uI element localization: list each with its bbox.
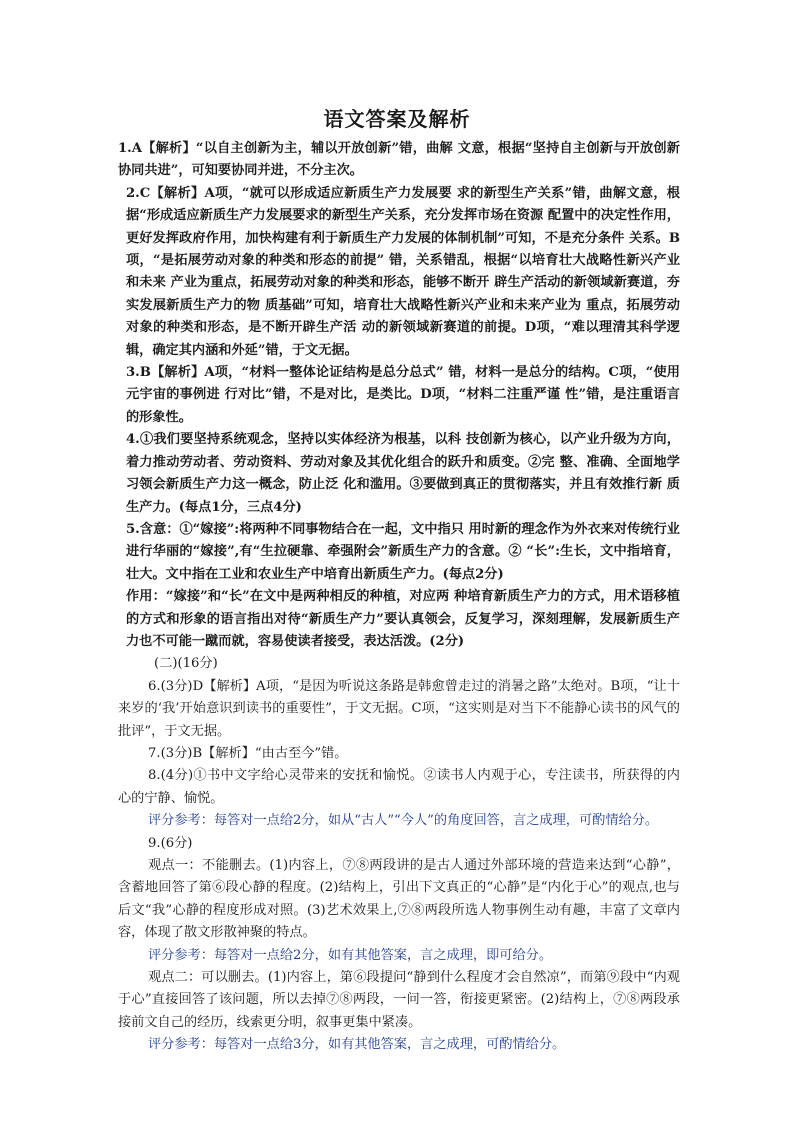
scoring-note-q8: 评分参考：每答对一点给2分，如从“古人”“今人”的角度回答，言之成理，可酌情给分。 <box>148 813 659 829</box>
answer-paragraph-q9-view2: 观点二：可以删去。(1)内容上，第⑥段提问“静到什么程度才会自然凉”，而第⑨段中“内观于心”直接回答了该问题，所以去掉⑦⑧两段，一问一答，衔接更紧密。(2)结构上，⑦⑧两段承接前文自己的经历，线索更分明，叙事更集中紧凑。 <box>118 970 680 1030</box>
answer-content <box>118 138 680 1057</box>
answer-paragraph-q3: 3.B【解析】A项，“材料一整体论证结构是总分总式” 错，材料一是总分的结构。C项，“使用元宇宙的事例进 行对比”错，不是对比，是类比。D项，“材料二注重严谨 性”错，是注重语言的形象性。 <box>126 365 680 425</box>
answer-paragraph-q5: 5.含意：①“嫁接”:将两种不同事物结合在一起，文中指只 用时新的理念作为外衣来对传统行业进行华丽的“嫁接”,有“生拉硬靠、牵强附会”新质生产力的含意。② “长”:生长，文中指培育，壮大。文中指在工业和农业生产中培育出新质生产力。(每点2分) <box>126 521 680 582</box>
answer-paragraph-q8: 8.(4分)①书中文字给心灵带来的安抚和愉悦。②读书人内观于心，专注读书，所获得的内心的宁静、愉悦。 <box>118 768 680 806</box>
section-heading-two: (二)(16分) <box>154 656 218 672</box>
answer-paragraph-q5-effect: 作用：“嫁接”和“长”在文中是两种相反的种植，对应两 种培育新质生产力的方式，用术语移植的方式和形象的语言指出对待“新质生产力”要认真领会，反复学习，深刻理解，发展新质生产力也不可能一蹴而就，容易使读者接受，表达活泼。(2分) <box>126 589 680 649</box>
answer-paragraph-q2: 2.C【解析】A项，“就可以形成适应新质生产力发展要 求的新型生产关系”错，曲解文意，根据“形成适应新质生产力发展要求的新型生产关系，充分发挥市场在资源 配置中的决定性作用，更好发挥政府作用，加快构建有利于新质生产力发展的体制机制”可知，不是充分条件 关系。B项，“是拓展劳动对象的种类和形态的前提” 错，关系错乱，根据“以培育壮大战略性新兴产业和未来 产业为重点，拓展劳动对象的种类和形态，能够不断开 辟生产活动的新领域新赛道，夯实发展新质生产力的物 质基础”可知，培育壮大战略性新兴产业和未来产业为 重点，拓展劳动对象的种类和形态，是不断开辟生产活 动的新领域新赛道的前提。D项，“难以理清其科学逻 辑，确定其内涵和外延”错，于文无据。 <box>126 185 680 358</box>
document-title: 语文答案及解析 <box>323 107 471 131</box>
answer-paragraph-q4: 4.①我们要坚持系统观念，坚持以实体经济为根基，以科 技创新为核心，以产业升级为方向，着力推动劳动者、劳动资料、劳动对象及其优化组合的跃升和质变。②完 整、准确、全面地学习领会新质生产力这一概念，防止泛 化和滥用。③要做到真正的贯彻落实，并且有效推行新 质生产力。(每点1分，三点4分) <box>126 432 680 515</box>
scoring-note-q9-view2: 评分参考：每答对一点给3分，如有其他答案，言之成理，可酌情给分。 <box>148 1037 566 1053</box>
scoring-note-q9-view1: 评分参考：每答对一点给2分，如有其他答案，言之成理，即可给分。 <box>148 947 553 963</box>
answer-paragraph-q9-view1: 观点一：不能删去。(1)内容上，⑦⑧两段讲的是古人通过外部环境的营造来达到“心静”，含蓄地回答了第⑥段心静的程度。(2)结构上，引出下文真正的“心静”是“内化于心”的观点,也与后文“我”心静的程度形成对照。(3)艺术效果上,⑦⑧两段所选人物事例生动有趣，丰富了文章内容，体现了散文形散神聚的特点。 <box>118 858 680 941</box>
answer-paragraph-q6: 6.(3分)D【解析】A项，“是因为听说这条路是韩愈曾走过的消暑之路”太绝对。B项，“让十来岁的‘我’开始意识到读书的重要性”，于文无据。C项，“这实则是对当下不能静心读书的风气的批评”，于文无据。 <box>118 678 680 739</box>
answer-paragraph-q7: 7.(3分)B【解析】“由古至今”错。 <box>148 745 348 761</box>
answer-paragraph-q1: 1.A【解析】“以自主创新为主，辅以开放创新”错，曲解 文意，根据“坚持自主创新与开放创新协同共进”，可知要协同并进，不分主次。 <box>118 141 680 179</box>
answer-paragraph-q9: 9.(6分) <box>148 835 193 851</box>
